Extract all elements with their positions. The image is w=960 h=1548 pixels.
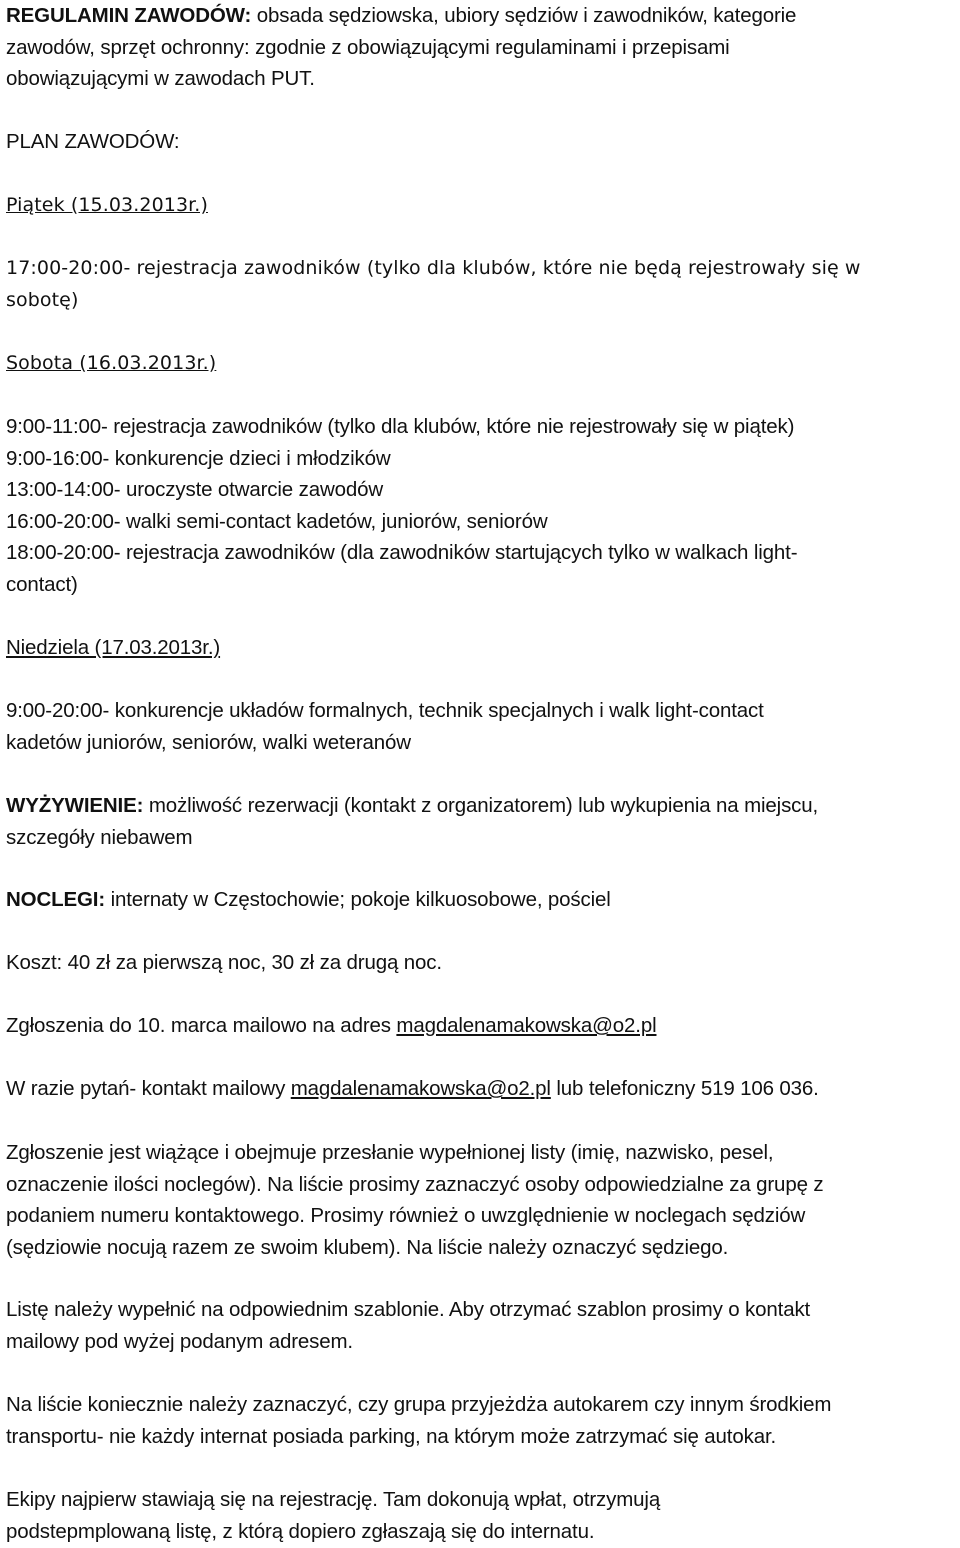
regulamin-label: REGULAMIN ZAWODÓW: [6,4,252,27]
binding-line: Zgłoszenie jest wiążące i obejmuje przesłanie wypełnionej listy (imię, nazwisko, pesel, [6,1141,774,1164]
template-line: mailowy pod wyżej podanym adresem. [6,1329,353,1353]
regulamin-line-1 [6,0,956,32]
binding-line: podaniem numeru kontaktowego. Prosimy również o uwzględnienie w noclegach sędziów [6,1204,806,1227]
saturday-item: 16:00-20:00- walki semi-contact kadetów, juniorów, seniorów [6,509,548,533]
template-paragraph [6,1294,956,1357]
accommodation-label: NOCLEGI: [6,888,106,911]
teams-line: podstepmplowaną listę, z którą dopiero zgłaszają się do internatu. [6,1519,595,1543]
registration-line [6,1010,956,1042]
teams-paragraph [6,1484,956,1547]
questions-suffix: lub telefoniczny 519 106 036. [550,1077,819,1100]
sunday-line-1: 9:00-20:00- konkurencje układów formalnych, technik specjalnych i walk light-contact [6,699,764,722]
sunday-line-2: kadetów juniorów, seniorów, walki weteranów [6,730,411,754]
accommodation-text: internaty w Częstochowie; pokoje kilkuosobowe, pościel [105,888,611,911]
friday-title [6,190,956,222]
catering-line-1 [6,790,956,822]
friday-title-text: Piątek (15.03.2013r.) [6,194,208,216]
saturday-item: 9:00-11:00- rejestracja zawodników (tylko dla klubów, które nie rejestrowały się w piątek) [6,415,795,438]
registration-email-link[interactable]: magdalenamakowska@o2.pl [396,1014,657,1037]
catering-line-2: szczegóły niebawem [6,825,193,849]
saturday-schedule [6,411,956,600]
sunday-schedule [6,695,956,758]
regulamin-line-2: zawodów, sprzęt ochronny: zgodnie z obowiązującymi regulaminami i przepisami [6,35,730,59]
saturday-item: contact) [6,572,78,596]
questions-email-link[interactable]: magdalenamakowska@o2.pl [290,1077,551,1100]
teams-line: Ekipy najpierw stawiają się na rejestrację. Tam dokonują wpłat, otrzymują [6,1488,661,1511]
cost-line: Koszt: 40 zł za pierwszą noc, 30 zł za drugą noc. [6,951,442,974]
saturday-title [6,348,956,380]
saturday-title-text: Sobota (16.03.2013r.) [6,352,217,374]
transport-paragraph [6,1389,956,1452]
binding-paragraph [6,1137,956,1263]
regulamin-text-1: obsada sędziowska, ubiory sędziów i zawodników, kategorie [251,4,797,27]
saturday-item: 18:00-20:00- rejestracja zawodników (dla zawodników startujących tylko w walkach light- [6,541,798,564]
accommodation-section [6,884,956,916]
transport-line: Na liście koniecznie należy zaznaczyć, czy grupa przyjeżdża autokarem czy innym środkiem [6,1393,832,1416]
plan-heading: PLAN ZAWODÓW: [6,130,180,153]
regulamin-section [6,0,956,95]
registration-prefix: Zgłoszenia do 10. marca mailowo na adres [6,1014,397,1037]
template-line: Listę należy wypełnić na odpowiednim szablonie. Aby otrzymać szablon prosimy o kontakt [6,1298,811,1321]
friday-line-1: 17:00-20:00- rejestracja zawodników (tylko dla klubów, które nie będą rejestrowały się w [6,257,861,279]
transport-line: transportu- nie każdy internat posiada parking, na którym może zatrzymać się autokar. [6,1424,777,1448]
questions-line [6,1073,956,1105]
sunday-title-text: Niedziela (17.03.2013r.) [6,636,221,659]
sunday-title [6,632,956,664]
saturday-item: 13:00-14:00- uroczyste otwarcie zawodów [6,478,384,501]
catering-text-1: możliwość rezerwacji (kontakt z organizatorem) lub wykupienia na miejscu, [143,794,819,817]
binding-line: (sędziowie nocują razem ze swoim klubem). Na liście należy oznaczyć sędziego. [6,1235,729,1259]
questions-prefix: W razie pytań- kontakt mailowy [6,1077,291,1100]
saturday-item: 9:00-16:00- konkurencje dzieci i młodzików [6,446,391,470]
catering-label: WYŻYWIENIE: [6,794,144,817]
catering-section [6,790,956,853]
friday-line-2: sobotę) [6,288,79,311]
friday-schedule [6,253,956,316]
accommodation-line [6,884,956,916]
regulamin-line-3: obowiązującymi w zawodach PUT. [6,67,315,90]
binding-line: oznaczenie ilości noclegów). Na liście prosimy zaznaczyć osoby odpowiedzialne za grupę z [6,1172,824,1196]
